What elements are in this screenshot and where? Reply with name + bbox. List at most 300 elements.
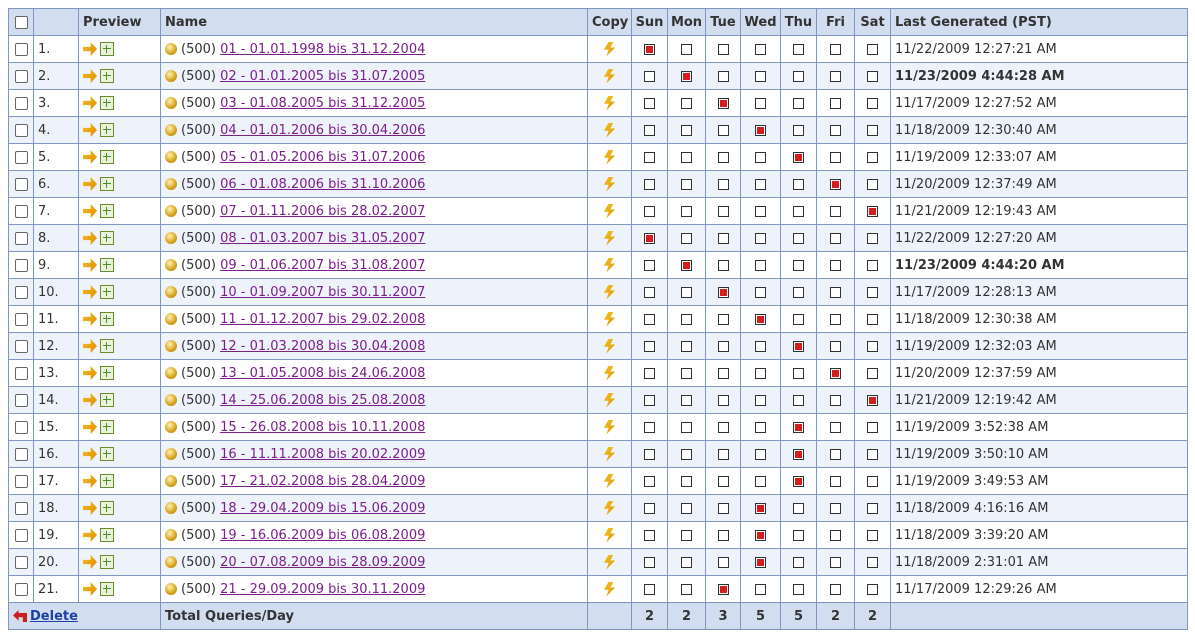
schedule-checkbox-thu[interactable]	[793, 71, 804, 82]
schedule-checkbox-tue[interactable]	[718, 71, 729, 82]
schedule-checkbox-thu[interactable]	[793, 314, 804, 325]
run-arrow-icon[interactable]	[83, 420, 97, 434]
run-arrow-icon[interactable]	[83, 177, 97, 191]
schedule-checkbox-tue[interactable]	[718, 557, 729, 568]
schedule-checkbox-wed[interactable]	[755, 368, 766, 379]
schedule-checkbox-mon[interactable]	[681, 584, 692, 595]
copy-lightning-icon[interactable]	[602, 258, 618, 273]
schedule-checkbox-sat[interactable]	[867, 206, 878, 217]
schedule-checkbox-fri[interactable]	[830, 71, 841, 82]
schedule-checkbox-thu[interactable]	[793, 341, 804, 352]
day-cell-wed	[741, 225, 781, 252]
day-cell-thu	[781, 549, 817, 576]
schedule-checkbox-sun[interactable]	[644, 206, 655, 217]
run-arrow-icon[interactable]	[83, 447, 97, 461]
schedule-checkbox-mon[interactable]	[681, 422, 692, 433]
schedule-checkbox-sun[interactable]	[644, 287, 655, 298]
schedule-checkbox-wed[interactable]	[755, 98, 766, 109]
copy-lightning-icon[interactable]	[602, 447, 618, 462]
row-checkbox[interactable]	[15, 43, 28, 56]
row-checkbox[interactable]	[15, 205, 28, 218]
row-checkbox[interactable]	[15, 70, 28, 83]
total-last-cell	[891, 603, 1188, 630]
run-arrow-icon[interactable]	[83, 96, 97, 110]
excel-icon[interactable]	[100, 231, 114, 245]
schedule-checkbox-sat[interactable]	[867, 314, 878, 325]
schedule-checkbox-tue[interactable]	[718, 287, 729, 298]
query-name-link[interactable]: 11 - 01.12.2007 bis 29.02.2008	[220, 311, 426, 327]
query-name-link[interactable]: 13 - 01.05.2008 bis 24.06.2008	[220, 365, 426, 381]
copy-lightning-icon[interactable]	[602, 420, 618, 435]
run-arrow-icon[interactable]	[83, 42, 97, 56]
schedule-checkbox-wed[interactable]	[755, 125, 766, 136]
day-cell-wed	[741, 36, 781, 63]
row-checkbox[interactable]	[15, 286, 28, 299]
schedule-checkbox-sat[interactable]	[867, 179, 878, 190]
schedule-checkbox-sat[interactable]	[867, 341, 878, 352]
schedule-checkbox-sun[interactable]	[644, 98, 655, 109]
schedule-checkbox-mon[interactable]	[681, 206, 692, 217]
excel-icon[interactable]	[100, 501, 114, 515]
excel-icon[interactable]	[100, 258, 114, 272]
schedule-checkbox-wed[interactable]	[755, 206, 766, 217]
excel-icon[interactable]	[100, 339, 114, 353]
day-cell-tue	[706, 198, 741, 225]
schedule-checkbox-wed[interactable]	[755, 476, 766, 487]
run-arrow-icon[interactable]	[83, 69, 97, 83]
schedule-checkbox-fri[interactable]	[830, 260, 841, 271]
run-arrow-icon[interactable]	[83, 366, 97, 380]
query-name-link[interactable]: 15 - 26.08.2008 bis 10.11.2008	[220, 419, 426, 435]
run-arrow-icon[interactable]	[83, 393, 97, 407]
schedule-checkbox-mon[interactable]	[681, 98, 692, 109]
schedule-checkbox-fri[interactable]	[830, 476, 841, 487]
schedule-checkbox-sun[interactable]	[644, 179, 655, 190]
schedule-checkbox-wed[interactable]	[755, 557, 766, 568]
schedule-checkbox-sat[interactable]	[867, 584, 878, 595]
schedule-checkbox-mon[interactable]	[681, 395, 692, 406]
excel-icon[interactable]	[100, 150, 114, 164]
schedule-checkbox-sun[interactable]	[644, 44, 655, 55]
schedule-checkbox-fri[interactable]	[830, 395, 841, 406]
schedule-checkbox-thu[interactable]	[793, 233, 804, 244]
schedule-checkbox-wed[interactable]	[755, 503, 766, 514]
query-name-link[interactable]: 03 - 01.08.2005 bis 31.12.2005	[220, 95, 426, 111]
day-cell-wed	[741, 252, 781, 279]
day-cell-wed	[741, 306, 781, 333]
excel-icon[interactable]	[100, 447, 114, 461]
excel-icon[interactable]	[100, 312, 114, 326]
row-checkbox[interactable]	[15, 124, 28, 137]
schedule-checkbox-thu[interactable]	[793, 557, 804, 568]
schedule-checkbox-sun[interactable]	[644, 530, 655, 541]
excel-icon[interactable]	[100, 285, 114, 299]
schedule-checkbox-fri[interactable]	[830, 233, 841, 244]
schedule-checkbox-thu[interactable]	[793, 260, 804, 271]
preview-cell	[79, 414, 161, 441]
day-cell-wed	[741, 387, 781, 414]
schedule-checkbox-mon[interactable]	[681, 503, 692, 514]
schedule-checkbox-sat[interactable]	[867, 44, 878, 55]
schedule-checkbox-sun[interactable]	[644, 314, 655, 325]
schedule-checkbox-thu[interactable]	[793, 368, 804, 379]
copy-lightning-icon[interactable]	[602, 501, 618, 516]
schedule-checkbox-sat[interactable]	[867, 422, 878, 433]
schedule-checkbox-fri[interactable]	[830, 152, 841, 163]
schedule-checkbox-thu[interactable]	[793, 422, 804, 433]
select-all-checkbox[interactable]	[15, 16, 28, 29]
schedule-checkbox-tue[interactable]	[718, 152, 729, 163]
schedule-checkbox-thu[interactable]	[793, 449, 804, 460]
preview-cell	[79, 117, 161, 144]
row-checkbox[interactable]	[15, 583, 28, 596]
schedule-checkbox-tue[interactable]	[718, 233, 729, 244]
excel-icon[interactable]	[100, 204, 114, 218]
excel-icon[interactable]	[100, 555, 114, 569]
schedule-checkbox-mon[interactable]	[681, 125, 692, 136]
copy-lightning-icon[interactable]	[602, 96, 618, 111]
schedule-checkbox-wed[interactable]	[755, 44, 766, 55]
run-arrow-icon[interactable]	[83, 258, 97, 272]
schedule-checkbox-tue[interactable]	[718, 314, 729, 325]
query-name-link[interactable]: 02 - 01.01.2005 bis 31.07.2005	[220, 68, 426, 84]
schedule-checkbox-wed[interactable]	[755, 395, 766, 406]
schedule-checkbox-mon[interactable]	[681, 179, 692, 190]
row-number: 21.	[34, 576, 79, 603]
schedule-checkbox-wed[interactable]	[755, 71, 766, 82]
schedule-checkbox-tue[interactable]	[718, 449, 729, 460]
schedule-checkbox-tue[interactable]	[718, 395, 729, 406]
row-checkbox[interactable]	[15, 151, 28, 164]
schedule-checkbox-mon[interactable]	[681, 449, 692, 460]
schedule-checkbox-tue[interactable]	[718, 476, 729, 487]
schedule-checkbox-mon[interactable]	[681, 287, 692, 298]
day-cell-sat	[855, 225, 891, 252]
schedule-checkbox-mon[interactable]	[681, 44, 692, 55]
run-arrow-icon[interactable]	[83, 528, 97, 542]
schedule-checkbox-fri[interactable]	[830, 206, 841, 217]
schedule-checkbox-tue[interactable]	[718, 98, 729, 109]
schedule-checkbox-sat[interactable]	[867, 260, 878, 271]
schedule-checkbox-thu[interactable]	[793, 584, 804, 595]
schedule-checkbox-sat[interactable]	[867, 368, 878, 379]
schedule-checkbox-thu[interactable]	[793, 152, 804, 163]
row-checkbox[interactable]	[15, 556, 28, 569]
day-cell-fri	[817, 36, 855, 63]
schedule-checkbox-fri[interactable]	[830, 557, 841, 568]
copy-lightning-icon[interactable]	[602, 366, 618, 381]
day-cell-tue	[706, 306, 741, 333]
schedule-checkbox-thu[interactable]	[793, 530, 804, 541]
schedule-checkbox-sun[interactable]	[644, 476, 655, 487]
day-cell-sat	[855, 441, 891, 468]
run-arrow-icon[interactable]	[83, 555, 97, 569]
day-cell-sat	[855, 198, 891, 225]
day-cell-sat	[855, 360, 891, 387]
schedule-checkbox-sat[interactable]	[867, 287, 878, 298]
database-icon	[165, 394, 177, 406]
total-copy-cell	[588, 603, 632, 630]
schedule-checkbox-sun[interactable]	[644, 341, 655, 352]
row-checkbox[interactable]	[15, 502, 28, 515]
copy-lightning-icon[interactable]	[602, 555, 618, 570]
excel-icon[interactable]	[100, 474, 114, 488]
schedule-checkbox-thu[interactable]	[793, 206, 804, 217]
query-name-link[interactable]: 09 - 01.06.2007 bis 31.08.2007	[220, 257, 426, 273]
schedule-checkbox-sun[interactable]	[644, 71, 655, 82]
schedule-checkbox-mon[interactable]	[681, 341, 692, 352]
copy-lightning-icon[interactable]	[602, 204, 618, 219]
schedule-checkbox-mon[interactable]	[681, 233, 692, 244]
run-arrow-icon[interactable]	[83, 501, 97, 515]
row-number: 11.	[34, 306, 79, 333]
copy-lightning-icon[interactable]	[602, 42, 618, 57]
schedule-checkbox-wed[interactable]	[755, 287, 766, 298]
schedule-checkbox-sun[interactable]	[644, 557, 655, 568]
copy-lightning-icon[interactable]	[602, 150, 618, 165]
schedule-checkbox-sat[interactable]	[867, 476, 878, 487]
query-name-link[interactable]: 16 - 11.11.2008 bis 20.02.2009	[220, 446, 426, 462]
last-generated: 11/22/2009 12:27:20 AM	[891, 225, 1188, 252]
query-name-link[interactable]: 08 - 01.03.2007 bis 31.05.2007	[220, 230, 426, 246]
query-name-link[interactable]: 01 - 01.01.1998 bis 31.12.2004	[220, 41, 426, 57]
copy-cell	[588, 63, 632, 90]
schedule-checkbox-tue[interactable]	[718, 503, 729, 514]
schedule-checkbox-fri[interactable]	[830, 503, 841, 514]
schedule-checkbox-sat[interactable]	[867, 233, 878, 244]
query-name-link[interactable]: 19 - 16.06.2009 bis 06.08.2009	[220, 527, 426, 543]
query-name-link[interactable]: 14 - 25.06.2008 bis 25.08.2008	[220, 392, 426, 408]
schedule-checkbox-fri[interactable]	[830, 179, 841, 190]
schedule-checkbox-mon[interactable]	[681, 368, 692, 379]
schedule-checkbox-sun[interactable]	[644, 395, 655, 406]
copy-lightning-icon[interactable]	[602, 285, 618, 300]
schedule-checkbox-tue[interactable]	[718, 341, 729, 352]
schedule-checkbox-thu[interactable]	[793, 287, 804, 298]
run-arrow-icon[interactable]	[83, 474, 97, 488]
schedule-checkbox-sun[interactable]	[644, 449, 655, 460]
copy-lightning-icon[interactable]	[602, 69, 618, 84]
last-generated: 11/19/2009 12:32:03 AM	[891, 333, 1188, 360]
row-checkbox[interactable]	[15, 529, 28, 542]
excel-icon[interactable]	[100, 393, 114, 407]
schedule-checkbox-tue[interactable]	[718, 260, 729, 271]
copy-lightning-icon[interactable]	[602, 339, 618, 354]
excel-icon[interactable]	[100, 69, 114, 83]
schedule-checkbox-wed[interactable]	[755, 422, 766, 433]
schedule-checkbox-fri[interactable]	[830, 530, 841, 541]
schedule-checkbox-mon[interactable]	[681, 152, 692, 163]
schedule-checkbox-mon[interactable]	[681, 71, 692, 82]
schedule-checkbox-sat[interactable]	[867, 125, 878, 136]
row-number: 4.	[34, 117, 79, 144]
run-arrow-icon[interactable]	[83, 150, 97, 164]
schedule-checkbox-mon[interactable]	[681, 260, 692, 271]
schedule-checkbox-tue[interactable]	[718, 584, 729, 595]
run-arrow-icon[interactable]	[83, 123, 97, 137]
schedule-checkbox-fri[interactable]	[830, 98, 841, 109]
schedule-checkbox-mon[interactable]	[681, 557, 692, 568]
copy-lightning-icon[interactable]	[602, 177, 618, 192]
excel-icon[interactable]	[100, 123, 114, 137]
schedule-checkbox-sat[interactable]	[867, 449, 878, 460]
schedule-checkbox-sun[interactable]	[644, 422, 655, 433]
total-mon: 2	[668, 603, 706, 630]
schedule-checkbox-tue[interactable]	[718, 206, 729, 217]
day-cell-sat	[855, 171, 891, 198]
query-name-link[interactable]: 12 - 01.03.2008 bis 30.04.2008	[220, 338, 426, 354]
row-checkbox[interactable]	[15, 367, 28, 380]
row-checkbox[interactable]	[15, 97, 28, 110]
schedule-checkbox-fri[interactable]	[830, 125, 841, 136]
schedule-checkbox-sun[interactable]	[644, 584, 655, 595]
schedule-checkbox-fri[interactable]	[830, 287, 841, 298]
query-name-link[interactable]: 17 - 21.02.2008 bis 28.04.2009	[220, 473, 426, 489]
excel-icon[interactable]	[100, 366, 114, 380]
schedule-checkbox-sun[interactable]	[644, 125, 655, 136]
schedule-checkbox-fri[interactable]	[830, 368, 841, 379]
schedule-checkbox-mon[interactable]	[681, 530, 692, 541]
schedule-checkbox-fri[interactable]	[830, 584, 841, 595]
schedule-checkbox-sat[interactable]	[867, 98, 878, 109]
query-name-link[interactable]: 05 - 01.05.2006 bis 31.07.2006	[220, 149, 426, 165]
schedule-checkbox-wed[interactable]	[755, 530, 766, 541]
row-checkbox[interactable]	[15, 421, 28, 434]
schedule-checkbox-tue[interactable]	[718, 125, 729, 136]
query-name-link[interactable]: 06 - 01.08.2006 bis 31.10.2006	[220, 176, 426, 192]
schedule-checkbox-thu[interactable]	[793, 476, 804, 487]
schedule-checkbox-mon[interactable]	[681, 476, 692, 487]
schedule-checkbox-sat[interactable]	[867, 503, 878, 514]
row-number: 15.	[34, 414, 79, 441]
schedule-checkbox-sun[interactable]	[644, 368, 655, 379]
schedule-checkbox-wed[interactable]	[755, 152, 766, 163]
copy-cell	[588, 414, 632, 441]
schedule-checkbox-wed[interactable]	[755, 233, 766, 244]
copy-lightning-icon[interactable]	[602, 528, 618, 543]
row-checkbox[interactable]	[15, 259, 28, 272]
copy-cell	[588, 360, 632, 387]
day-cell-tue	[706, 468, 741, 495]
copy-lightning-icon[interactable]	[602, 123, 618, 138]
excel-icon[interactable]	[100, 420, 114, 434]
delete-link[interactable]: Delete	[30, 608, 78, 624]
schedule-checkbox-wed[interactable]	[755, 584, 766, 595]
schedule-checkbox-sat[interactable]	[867, 557, 878, 568]
schedule-checkbox-sun[interactable]	[644, 233, 655, 244]
row-checkbox[interactable]	[15, 475, 28, 488]
run-arrow-icon[interactable]	[83, 231, 97, 245]
row-checkbox[interactable]	[15, 448, 28, 461]
run-arrow-icon[interactable]	[83, 204, 97, 218]
schedule-checkbox-thu[interactable]	[793, 98, 804, 109]
schedule-checkbox-fri[interactable]	[830, 44, 841, 55]
day-cell-tue	[706, 117, 741, 144]
row-checkbox[interactable]	[15, 313, 28, 326]
name-cell	[161, 252, 588, 279]
schedule-checkbox-wed[interactable]	[755, 179, 766, 190]
schedule-checkbox-tue[interactable]	[718, 368, 729, 379]
schedule-checkbox-wed[interactable]	[755, 314, 766, 325]
schedule-checkbox-mon[interactable]	[681, 314, 692, 325]
schedule-checkbox-sat[interactable]	[867, 71, 878, 82]
day-cell-tue	[706, 333, 741, 360]
schedule-checkbox-sat[interactable]	[867, 152, 878, 163]
row-select-cell	[9, 171, 34, 198]
excel-icon[interactable]	[100, 42, 114, 56]
copy-lightning-icon[interactable]	[602, 231, 618, 246]
schedule-checkbox-thu[interactable]	[793, 179, 804, 190]
run-arrow-icon[interactable]	[83, 339, 97, 353]
row-checkbox[interactable]	[15, 232, 28, 245]
excel-icon[interactable]	[100, 96, 114, 110]
day-cell-mon	[668, 252, 706, 279]
query-name-link[interactable]: 18 - 29.04.2009 bis 15.06.2009	[220, 500, 426, 516]
schedule-checkbox-fri[interactable]	[830, 422, 841, 433]
run-arrow-icon[interactable]	[83, 312, 97, 326]
schedule-checkbox-sat[interactable]	[867, 395, 878, 406]
excel-icon[interactable]	[100, 177, 114, 191]
schedule-checkbox-tue[interactable]	[718, 530, 729, 541]
query-name-link[interactable]: 10 - 01.09.2007 bis 30.11.2007	[220, 284, 426, 300]
query-name-link[interactable]: 07 - 01.11.2006 bis 28.02.2007	[220, 203, 426, 219]
schedule-checkbox-thu[interactable]	[793, 395, 804, 406]
schedule-checkbox-tue[interactable]	[718, 422, 729, 433]
schedule-checkbox-sun[interactable]	[644, 152, 655, 163]
day-cell-mon	[668, 441, 706, 468]
schedule-checkbox-fri[interactable]	[830, 341, 841, 352]
row-checkbox[interactable]	[15, 394, 28, 407]
copy-cell	[588, 225, 632, 252]
query-count: (500)	[181, 419, 216, 435]
preview-cell	[79, 63, 161, 90]
schedule-checkbox-sun[interactable]	[644, 503, 655, 514]
schedule-checkbox-thu[interactable]	[793, 44, 804, 55]
schedule-checkbox-sun[interactable]	[644, 260, 655, 271]
schedule-checkbox-thu[interactable]	[793, 125, 804, 136]
copy-cell	[588, 495, 632, 522]
excel-icon[interactable]	[100, 528, 114, 542]
copy-lightning-icon[interactable]	[602, 312, 618, 327]
schedule-checkbox-wed[interactable]	[755, 260, 766, 271]
day-cell-tue	[706, 495, 741, 522]
preview-cell	[79, 225, 161, 252]
query-name-link[interactable]: 21 - 29.09.2009 bis 30.11.2009	[220, 581, 426, 597]
schedule-checkbox-sat[interactable]	[867, 530, 878, 541]
copy-lightning-icon[interactable]	[602, 474, 618, 489]
schedule-checkbox-thu[interactable]	[793, 503, 804, 514]
schedule-checkbox-wed[interactable]	[755, 449, 766, 460]
query-name-link[interactable]: 04 - 01.01.2006 bis 30.04.2006	[220, 122, 426, 138]
query-name-link[interactable]: 20 - 07.08.2009 bis 28.09.2009	[220, 554, 426, 570]
schedule-checkbox-tue[interactable]	[718, 44, 729, 55]
run-arrow-icon[interactable]	[83, 582, 97, 596]
copy-cell	[588, 36, 632, 63]
schedule-checkbox-wed[interactable]	[755, 341, 766, 352]
copy-lightning-icon[interactable]	[602, 582, 618, 597]
schedule-checkbox-fri[interactable]	[830, 449, 841, 460]
run-arrow-icon[interactable]	[83, 285, 97, 299]
schedule-checkbox-tue[interactable]	[718, 179, 729, 190]
database-icon	[165, 475, 177, 487]
preview-cell	[79, 576, 161, 603]
day-cell-fri	[817, 171, 855, 198]
copy-lightning-icon[interactable]	[602, 393, 618, 408]
row-checkbox[interactable]	[15, 340, 28, 353]
schedule-checkbox-fri[interactable]	[830, 314, 841, 325]
row-checkbox[interactable]	[15, 178, 28, 191]
excel-icon[interactable]	[100, 582, 114, 596]
